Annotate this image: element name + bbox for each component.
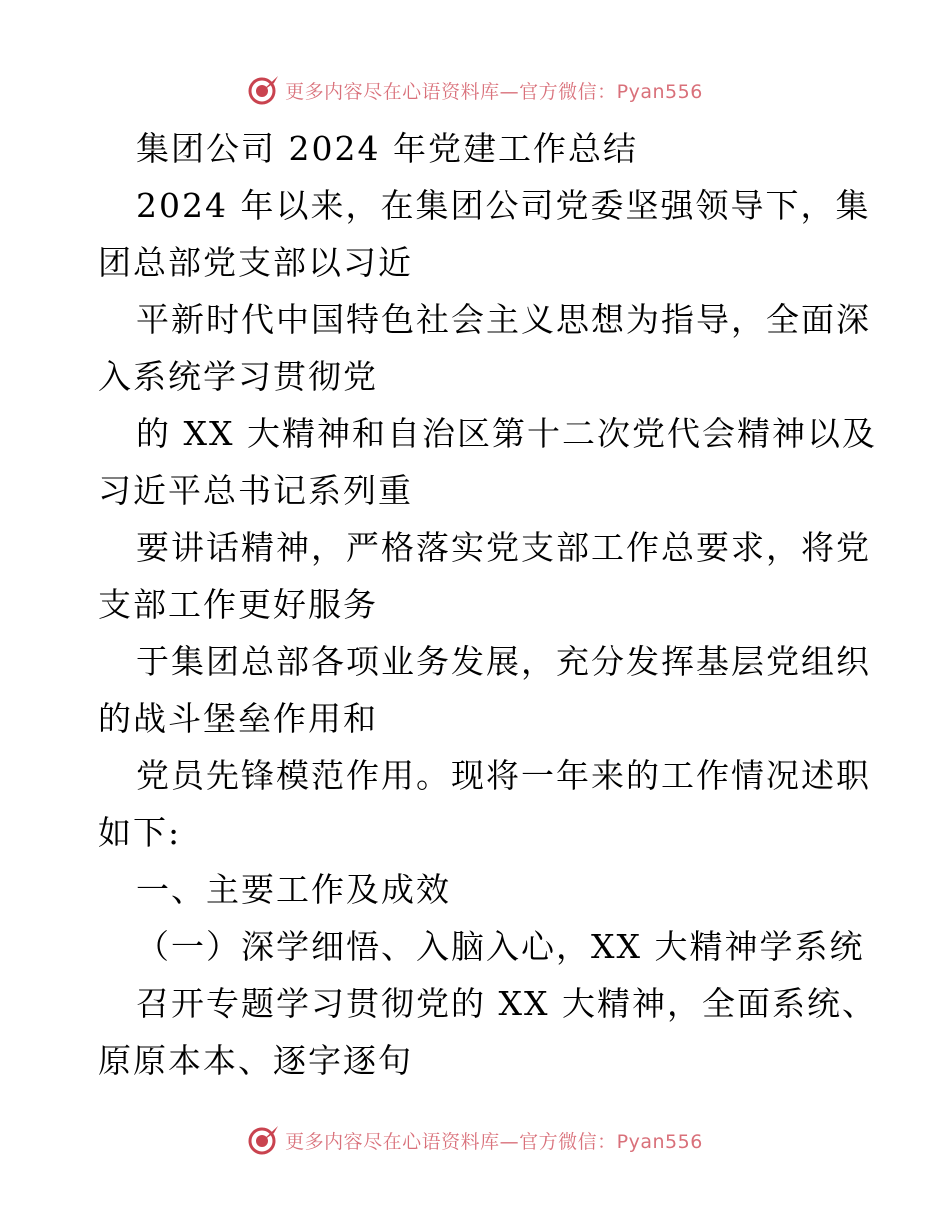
paragraph-line: 习近平总书记系列重 — [98, 471, 413, 510]
quill-seal-icon — [247, 1123, 281, 1157]
paragraph-line: 平新时代中国特色社会主义思想为指导，全面深 — [136, 300, 871, 339]
paragraph-line: 的 XX 大精神和自治区第十二次党代会精神以及 — [136, 414, 877, 453]
subsection-heading: （一）深学细悟、入脑入心，XX 大精神学系统 — [136, 927, 865, 966]
paragraph-line: 的战斗堡垒作用和 — [98, 699, 378, 738]
watermark-text: 更多内容尽在心语资料库—官方微信：Pyan556 — [285, 1130, 703, 1153]
paragraph-line: 于集团总部各项业务发展，充分发挥基层党组织 — [136, 642, 871, 681]
paragraph-line: 如下: — [98, 813, 182, 852]
paragraph-line: 召开专题学习贯彻党的 XX 大精神，全面系统、 — [136, 984, 877, 1023]
paragraph-line: 党员先锋模范作用。现将一年来的工作情况述职 — [136, 756, 871, 795]
watermark-text: 更多内容尽在心语资料库—官方微信：Pyan556 — [285, 80, 703, 103]
header-watermark — [0, 70, 950, 110]
paragraph-line: 2024 年以来，在集团公司党委坚强领导下，集 — [136, 186, 871, 225]
paragraph-line: 团总部党支部以习近 — [98, 243, 413, 282]
footer-watermark — [0, 1120, 950, 1160]
paragraph-line: 要讲话精神，严格落实党支部工作总要求，将党 — [136, 528, 871, 567]
paragraph-line: 入系统学习贯彻党 — [98, 357, 378, 396]
paragraph-line: 支部工作更好服务 — [98, 585, 378, 624]
section-heading: 一、主要工作及成效 — [136, 870, 451, 909]
quill-seal-icon — [247, 73, 281, 107]
document-body — [98, 120, 877, 1089]
document-title: 集团公司 2024 年党建工作总结 — [136, 129, 638, 168]
paragraph-line: 原原本本、逐字逐句 — [98, 1041, 413, 1080]
